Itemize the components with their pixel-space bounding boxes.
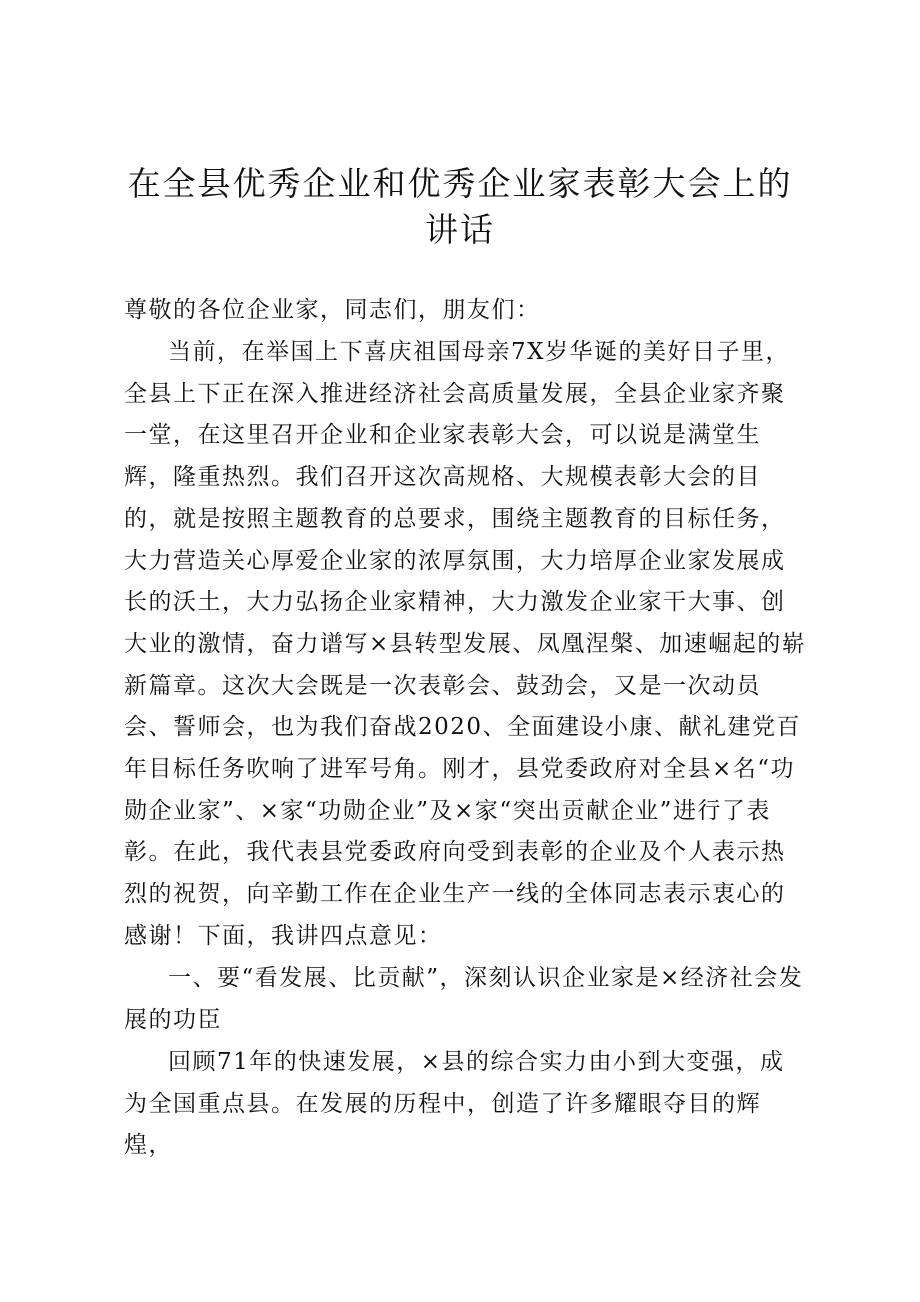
document-title-line-1: 在全县优秀企业和优秀企业家表彰大会上的 <box>127 164 793 203</box>
section-heading-1: 一、要“看发展、比贡献”，深刻认识企业家是×经济社会发展的功臣 <box>124 965 804 1033</box>
salutation: 尊敬的各位企业家，同志们，朋友们： <box>124 297 541 323</box>
document-title-line-2: 讲话 <box>425 210 495 249</box>
opening-paragraph: 当前，在举国上下喜庆祖国母亲7X岁华诞的美好日子里，全县上下正在深入推进经济社会高质量发展，全县企业家齐聚一堂，在这里召开企业和企业家表彰大会，可以说是满堂生辉，隆重热烈。我们召开这次高规格、大规模表彰大会的目的，就是按照主题教育的总要求，围绕主题教育的目标任务，大力营造关心厚爱企业家的浓厚氛围，大力培厚企业家发展成长的沃土，大力弘扬企业家精神，大力激发企业家干大事、创大业的激情，奋力谱写×县转型发展、凤凰涅槃、加速崛起的崭新篇章。这次大会既是一次表彰会、鼓劲会，又是一次动员会、誓师会，也为我们奋战2020、全面建设小康、献礼建党百年目标任务吹响了进军号角。刚才，县党委政府对全县×名“功勋企业家”、×家“功勋企业”及×家“突出贡献企业”进行了表彰。在此，我代表县党委政府向受到表彰的企业及个人表示热烈的祝贺，向辛勤工作在企业生产一线的全体同志表示衷心的感谢！下面，我讲四点意见： <box>124 339 807 949</box>
section-1-paragraph: 回顾71年的快速发展，×县的综合实力由小到大变强，成为全国重点县。在发展的历程中，创造了许多耀眼夺目的辉煌， <box>124 1049 785 1159</box>
